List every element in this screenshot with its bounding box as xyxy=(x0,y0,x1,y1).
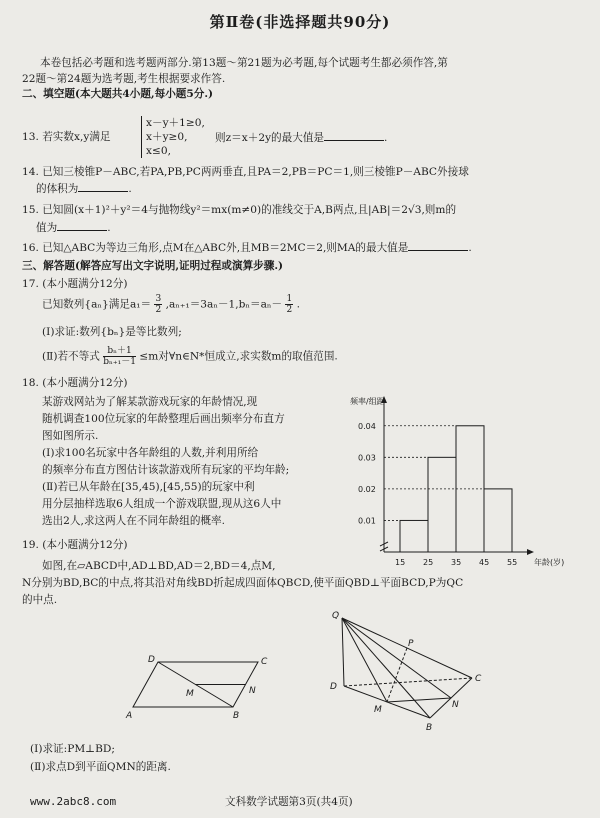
q19-line-3: 的中点. xyxy=(22,594,58,606)
tetrahedron-figure xyxy=(322,606,492,736)
q19-part-1: (Ⅰ)求证:PM⊥BD; xyxy=(30,743,115,755)
q19-part-2: (Ⅱ)求点D到平面QMN的距离. xyxy=(30,761,171,773)
segment-pm xyxy=(387,648,407,702)
q16-question: 16. 已知△ABC为等边三角形,点M在△ABC外,且MB＝2MC＝2,则MA的最大值是 xyxy=(22,242,409,254)
x-tick-15: 15 xyxy=(395,558,406,567)
x-tick-35: 35 xyxy=(451,558,462,567)
q16-period: . xyxy=(468,242,472,254)
q17-given-end: . xyxy=(296,298,300,311)
q16-answer-blank xyxy=(408,240,468,251)
q19-line-1: 如图,在▱ABCD中,AD⊥BD,AD＝2,BD＝4,点M, xyxy=(42,560,276,572)
q17-b-num: 1 xyxy=(286,294,293,304)
q17-part-1: (Ⅰ)求证:数列{bₙ}是等比数列; xyxy=(42,326,182,338)
histogram-xlabel: 年龄(岁) xyxy=(534,558,565,567)
x-tick-25: 25 xyxy=(423,558,434,567)
intro-line-2: 22题～第24题为选考题,考生根据要求作答. xyxy=(22,73,226,85)
histogram-ylabel: 频率/组距 xyxy=(350,397,385,406)
q14-period: . xyxy=(128,183,132,195)
q15-question: 值为 xyxy=(36,222,58,234)
fig2-label-n: N xyxy=(452,700,459,710)
q13-question: 则z＝x＋2y的最大值是 xyxy=(215,132,325,144)
q18-line-2: 随机调查100位玩家的年龄整理后画出频率分布直方 xyxy=(42,413,285,425)
q17-given-a: 已知数列{aₙ}满足a₁＝ xyxy=(42,298,152,311)
q13-constraint-1: x－y＋1≥0, xyxy=(146,117,205,129)
q13-answer-blank xyxy=(324,130,384,141)
answer-section-heading: 三、解答题(解答应写出文字说明,证明过程或演算步骤.) xyxy=(22,260,284,272)
histogram-bar-15-25 xyxy=(400,520,428,552)
page-footer: 文科数学试题第3页(共4页) xyxy=(225,796,353,808)
q17-b-den: 2 xyxy=(286,305,293,315)
q15-answer-blank xyxy=(57,220,107,231)
q13-tail xyxy=(215,130,387,145)
fill-in-section-heading: 二、填空题(本大题共4小题,每小题5分.) xyxy=(22,88,214,100)
fig1-label-d: D xyxy=(148,655,155,665)
q15-period: . xyxy=(107,222,111,234)
q16-line xyxy=(22,240,472,255)
y-tick-0.03: 0.03 xyxy=(358,453,376,463)
histogram-bar-45-55 xyxy=(484,489,512,552)
q17-a1-fraction xyxy=(154,294,162,315)
q14-line-2 xyxy=(36,181,132,196)
fig2-label-c: C xyxy=(475,674,482,684)
q13-constraint-3: x≤0, xyxy=(146,145,171,157)
q13-constraint-2: x＋y≥0, xyxy=(146,131,188,143)
q13-constraint-system xyxy=(141,116,205,158)
frequency-histogram xyxy=(340,392,590,577)
q14-question: 的体积为 xyxy=(36,183,79,195)
y-tick-0.04: 0.04 xyxy=(358,421,376,431)
q17-ineq-den: bₙ₊₁－1 xyxy=(103,357,136,367)
q13-period: . xyxy=(384,132,388,144)
segment-qn xyxy=(342,618,451,698)
fig1-label-c: C xyxy=(261,657,268,667)
q19-line-2: N分别为BD,BC的中点,将其沿对角线BD折起成四面体QBCD,使平面QBD⊥平面BCD,P为QC xyxy=(22,577,464,589)
y-tick-0.01: 0.01 xyxy=(358,516,376,526)
q18-line-3: 图如图所示. xyxy=(42,430,99,442)
q18-line-4: (Ⅰ)求100名玩家中各年龄组的人数,并利用所给 xyxy=(42,447,259,459)
q14-answer-blank xyxy=(78,181,128,192)
fig2-label-d: D xyxy=(330,682,337,692)
fig1-label-n: N xyxy=(249,686,256,696)
fig2-label-p: P xyxy=(408,639,414,649)
parallelogram-figure xyxy=(118,650,278,725)
histogram-bar-25-35 xyxy=(428,457,456,552)
intro-line-1: 本卷包括必考题和选考题两部分.第13题～第21题为必考题,每个试题考生都必须作答,第 xyxy=(40,57,448,69)
q13-lead: 13. 若实数x,y满足 xyxy=(22,131,111,143)
x-tick-55: 55 xyxy=(507,558,518,567)
q17-inequality-fraction xyxy=(103,346,136,367)
q17-a1-num: 3 xyxy=(155,294,162,304)
q17-head: 17. (本小题满分12分) xyxy=(22,278,128,290)
q14-line-1: 14. 已知三棱锥P－ABC,若PA,PB,PC两两垂直,且PA＝2,PB＝PC＝1,则三棱锥P－ABC外接球 xyxy=(22,166,469,178)
q18-line-1: 某游戏网站为了解某款游戏玩家的年龄情况,现 xyxy=(42,396,258,408)
q17-given-b: ,aₙ₊₁＝3aₙ－1,bₙ＝aₙ－ xyxy=(165,298,283,311)
q17-part-2-b: ≤m对∀n∈N*恒成立,求实数m的取值范围. xyxy=(139,350,338,363)
q17-a1-den: 2 xyxy=(155,305,162,315)
section-title: 第Ⅱ卷(非选择题共90分) xyxy=(209,13,391,31)
x-axis-arrow-icon xyxy=(527,549,534,555)
q18-line-6: (Ⅱ)若已从年龄在[35,45),[45,55)的玩家中利 xyxy=(42,481,255,493)
y-tick-0.02: 0.02 xyxy=(358,484,376,494)
segment-mn xyxy=(387,698,451,702)
fig2-label-m: M xyxy=(374,705,382,715)
x-tick-45: 45 xyxy=(479,558,490,567)
q15-line-2 xyxy=(36,220,111,235)
fig1-label-m: M xyxy=(186,689,194,699)
fig1-label-a: A xyxy=(126,711,133,721)
q17-ineq-num: bₙ＋1 xyxy=(103,346,136,357)
q17-b-fraction xyxy=(285,294,293,315)
q18-head: 18. (本小题满分12分) xyxy=(22,377,128,389)
fig1-label-b: B xyxy=(233,711,240,721)
fig2-label-b: B xyxy=(426,723,433,733)
q17-given xyxy=(42,294,300,315)
edge-qd xyxy=(342,618,344,686)
edge-dc xyxy=(344,678,472,686)
q15-line-1: 15. 已知圆(x＋1)²＋y²＝4与抛物线y²＝mx(m≠0)的准线交于A,B两点,且|AB|＝2√3,则m的 xyxy=(22,204,457,216)
q17-part-2 xyxy=(42,346,338,367)
q19-head: 19. (本小题满分12分) xyxy=(22,539,128,551)
watermark: www.2abc8.com xyxy=(30,795,117,808)
segment-qm xyxy=(342,618,387,702)
fig2-label-q: Q xyxy=(332,611,340,621)
edge-qb xyxy=(342,618,430,718)
q18-line-8: 选出2人,求这两人在不同年龄组的概率. xyxy=(42,515,225,527)
q18-line-7: 用分层抽样选取6人组成一个游戏联盟,现从这6人中 xyxy=(42,498,282,510)
q18-line-5: 的频率分布直方图估计该款游戏所有玩家的平均年龄; xyxy=(42,464,290,476)
q17-part-2-a: (Ⅱ)若不等式 xyxy=(42,350,100,363)
